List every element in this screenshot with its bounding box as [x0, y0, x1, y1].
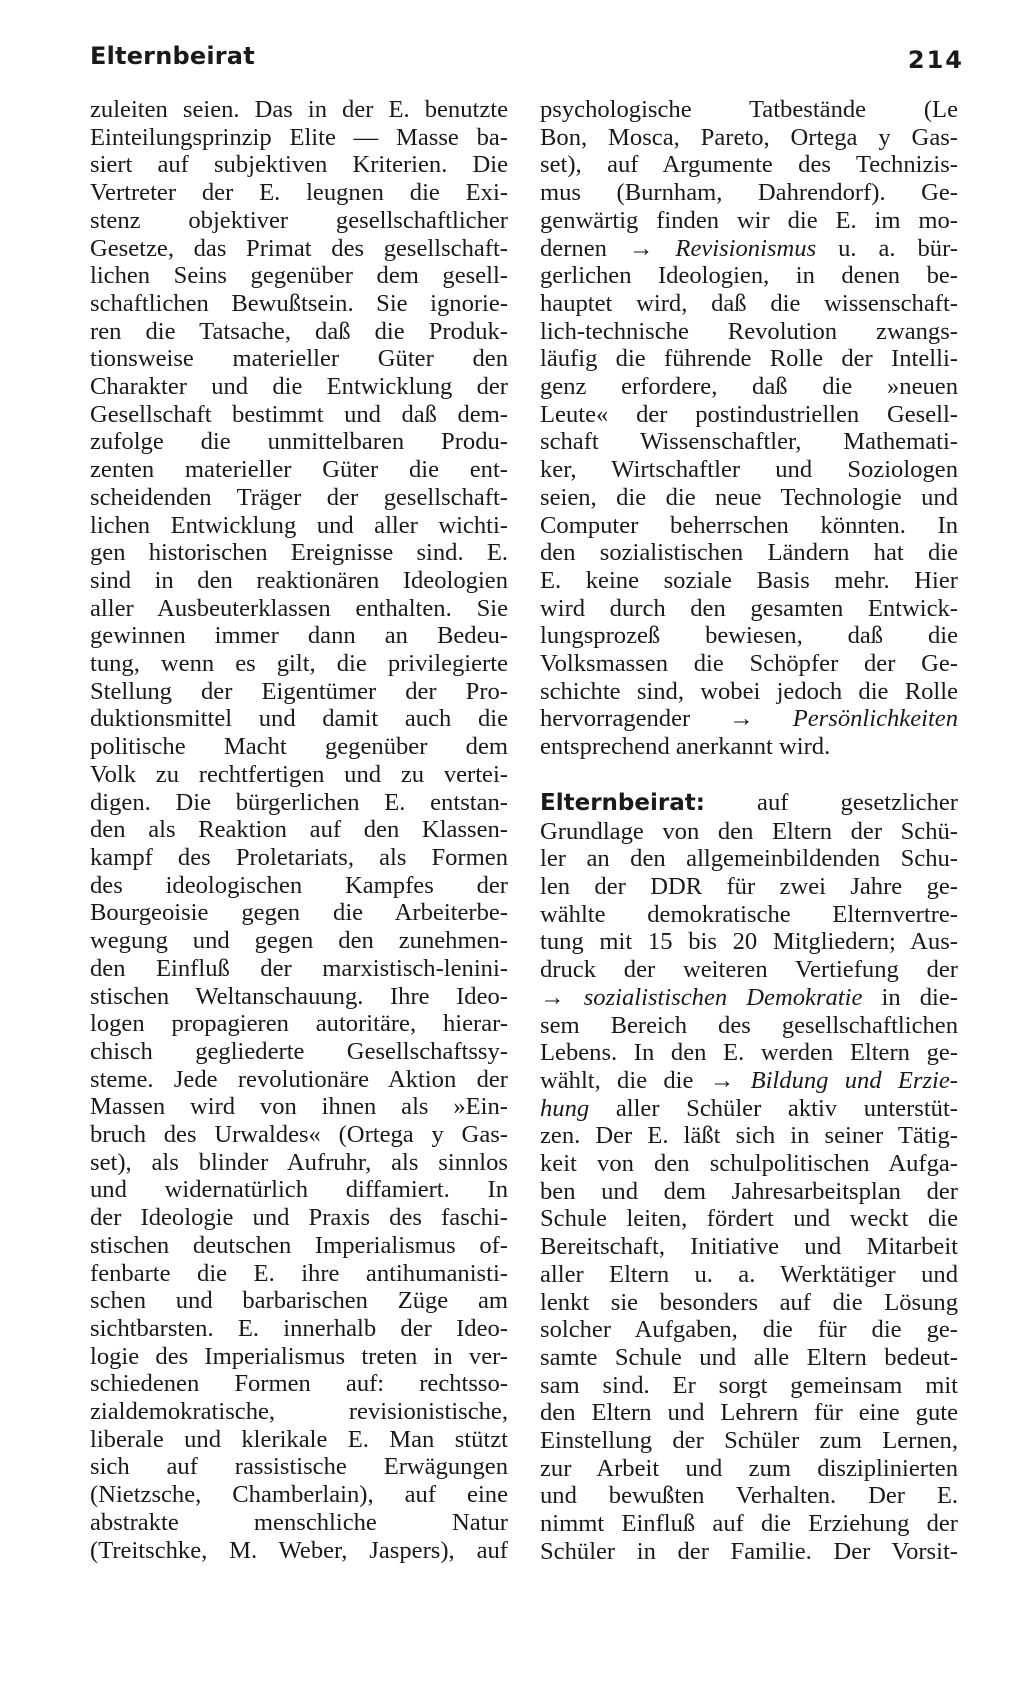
text-line: Bourgeoisie gegen die Arbeiterbe- — [90, 899, 508, 927]
text-line: zen. Der E. läßt sich in seiner Tätig- — [540, 1122, 958, 1150]
text-line: tung, wenn es gilt, die privilegierte — [90, 650, 508, 678]
text-line: set), auf Argumente des Technizis- — [540, 151, 958, 179]
text-line: gewinnen immer dann an Bedeu- — [90, 622, 508, 650]
text-line: des ideologischen Kampfes der — [90, 871, 508, 899]
dictionary-entry-elternbeirat — [540, 789, 958, 1566]
text-line: zialdemokratische, revisionistische, — [90, 1398, 508, 1426]
text-line: genz erfordere, daß die »neuen — [540, 373, 958, 401]
text-line: Computer beherrschen könnten. In — [540, 511, 958, 539]
text-line: den Eltern und Lehrern für eine gute — [540, 1399, 958, 1427]
text-line: chisch gegliederte Gesellschaftssy- — [90, 1037, 508, 1065]
text-line: zur Arbeit und zum disziplinierten — [540, 1454, 958, 1482]
text-line: schaft Wissenschaftler, Mathemati- — [540, 428, 958, 456]
text-line — [540, 984, 958, 1012]
text-line: lenkt sie besonders auf die Lösung — [540, 1288, 958, 1316]
text-segment: hervorragender → — [540, 705, 793, 733]
text-line: siert auf subjektiven Kriterien. Die — [90, 151, 508, 179]
text-line: sem Bereich des gesellschaftlichen — [540, 1011, 958, 1039]
text-line: set), als blinder Aufruhr, als sinnlos — [90, 1148, 508, 1176]
text-line: wird durch den gesamten Entwick- — [540, 594, 958, 622]
text-line — [540, 1067, 958, 1095]
text-line: liberale und klerikale E. Man stützt — [90, 1425, 508, 1453]
cross-reference-sozialistische-demokratie: sozialistischen Demokratie — [583, 983, 863, 1011]
text-line: Massen wird von ihnen als »Ein- — [90, 1093, 508, 1121]
text-line: solcher Aufgaben, die für die ge- — [540, 1316, 958, 1344]
text-line: logie des Imperialismus treten in ver- — [90, 1342, 508, 1370]
text-line: Schüler in der Familie. Der Vorsit- — [540, 1537, 958, 1565]
text-line: hauptet wird, daß die wissenschaft- — [540, 289, 958, 317]
text-line: Grundlage von den Eltern der Schü- — [540, 817, 958, 845]
text-line: druck der weiteren Vertiefung der — [540, 956, 958, 984]
text-line: abstrakte menschliche Natur — [90, 1508, 508, 1536]
text-line: Bereitschaft, Initiative und Mitarbeit — [540, 1233, 958, 1261]
text-line: ben und dem Jahresarbeitsplan der — [540, 1177, 958, 1205]
text-segment: → — [540, 983, 584, 1011]
text-line: wegung und gegen den zunehmen- — [90, 927, 508, 955]
text-line — [540, 789, 958, 818]
text-line — [540, 235, 958, 263]
text-line: ker, Wirtschaftler und Soziologen — [540, 456, 958, 484]
text-line: Bon, Mosca, Pareto, Ortega y Gas- — [540, 123, 958, 151]
entry-separator — [540, 761, 958, 789]
text-line: politische Macht gegenüber dem — [90, 733, 508, 761]
text-line: sind in den reaktionären Ideologien — [90, 566, 508, 594]
text-line: stischen Weltanschauung. Ihre Ideo- — [90, 982, 508, 1010]
cross-reference-persoenlichkeiten: Persönlichkeiten — [792, 705, 958, 733]
text-line: keit von den schulpolitischen Aufga- — [540, 1150, 958, 1178]
text-line: tung mit 15 bis 20 Mitgliedern; Aus- — [540, 928, 958, 956]
text-line: len der DDR für zwei Jahre ge- — [540, 872, 958, 900]
text-line: schichte sind, wobei jedoch die Rolle — [540, 677, 958, 705]
text-segment: aller Schüler aktiv unterstüt- — [589, 1094, 958, 1122]
text-line: gerlichen Ideologien, in denen be- — [540, 262, 958, 290]
page-number: 214 — [907, 46, 964, 74]
cross-reference-bildung-und-erziehung: Bildung und Erzie- — [750, 1066, 958, 1094]
text-line: entsprechend anerkannt wird. — [540, 733, 831, 761]
running-head: Elternbeirat — [90, 42, 255, 70]
text-line: Einteilungsprinzip Elite — Masse ba- — [90, 123, 508, 151]
text-line: bruch des Urwaldes« (Ortega y Gas- — [90, 1121, 508, 1149]
text-segment: auf gesetzlicher — [704, 788, 958, 816]
text-line: und bewußten Verhalten. Der E. — [540, 1482, 958, 1510]
text-line: zuleiten seien. Das in der E. benutzte — [90, 96, 508, 123]
text-segment: u. a. bür- — [816, 234, 958, 262]
text-line: Einstellung der Schüler zum Lernen, — [540, 1427, 958, 1455]
text-line: lichen Entwicklung und aller wichti- — [90, 511, 508, 539]
text-line: schiedenen Formen auf: rechtsso- — [90, 1370, 508, 1398]
text-line: steme. Jede revolutionäre Aktion der — [90, 1065, 508, 1093]
text-line: der Ideologie und Praxis des faschi- — [90, 1204, 508, 1232]
text-line: zufolge die unmittelbaren Produ- — [90, 428, 508, 456]
text-line: samte Schule und alle Eltern bedeut- — [540, 1343, 958, 1371]
text-line: den als Reaktion auf den Klassen- — [90, 816, 508, 844]
text-line: digen. Die bürgerlichen E. entstan- — [90, 788, 508, 816]
cross-reference-revisionismus: Revisionismus — [675, 234, 817, 262]
text-line: (Treitschke, M. Weber, Jaspers), auf — [90, 1536, 508, 1564]
text-line: schen und barbarischen Züge am — [90, 1287, 508, 1315]
text-line: mus (Burnham, Dahrendorf). Ge- — [540, 179, 958, 207]
text-line: sam sind. Er sorgt gemeinsam mit — [540, 1371, 958, 1399]
text-line: Lebens. In den E. werden Eltern ge- — [540, 1039, 958, 1067]
text-line: scheidenden Träger der gesellschaft- — [90, 483, 508, 511]
text-line: sich auf rassistische Erwägungen — [90, 1453, 508, 1481]
text-line: Gesellschaft bestimmt und daß dem- — [90, 400, 508, 428]
text-line: aller Ausbeuterklassen enthalten. Sie — [90, 594, 508, 622]
text-line: duktionsmittel und damit auch die — [90, 705, 508, 733]
text-line — [540, 705, 958, 733]
text-line: psychologische Tatbestände (Le — [540, 96, 958, 123]
text-line: tionsweise materieller Güter den — [90, 345, 508, 373]
text-line: ler an den allgemeinbildenden Schu- — [540, 845, 958, 873]
right-column — [540, 96, 958, 1566]
entry-headword: Elternbeirat: — [540, 789, 705, 816]
text-line: schaftlichen Bewußtsein. Sie ignorie- — [90, 289, 508, 317]
text-line: gen historischen Ereignisse sind. E. — [90, 539, 508, 567]
text-line: stischen deutschen Imperialismus of- — [90, 1231, 508, 1259]
text-segment: dernen → — [540, 234, 676, 262]
text-line: lungsprozeß bewiesen, daß die — [540, 622, 958, 650]
text-line: wählte demokratische Elternvertre- — [540, 900, 958, 928]
text-line: lich-technische Revolution zwangs- — [540, 317, 958, 345]
text-segment: in die- — [862, 983, 958, 1011]
text-line: sichtbarsten. E. innerhalb der Ideo- — [90, 1314, 508, 1342]
text-line: zenten materieller Güter die ent- — [90, 456, 508, 484]
text-line: E. keine soziale Basis mehr. Hier — [540, 566, 958, 594]
text-line — [540, 1095, 958, 1123]
text-line: den sozialistischen Ländern hat die — [540, 539, 958, 567]
text-line: läufig die führende Rolle der Intelli- — [540, 345, 958, 373]
text-line: Leute« der postindustriellen Gesell- — [540, 400, 958, 428]
text-line: Schule leiten, fördert und weckt die — [540, 1205, 958, 1233]
text-line: Volksmassen die Schöpfer der Ge- — [540, 650, 958, 678]
text-line: Gesetze, das Primat des gesellschaft- — [90, 234, 508, 262]
text-line: und widernatürlich diffamiert. In — [90, 1176, 508, 1204]
text-segment: wählt, die die → — [540, 1066, 751, 1094]
left-column — [90, 96, 508, 1564]
text-line: fenbarte die E. ihre antihumanisti- — [90, 1259, 508, 1287]
text-line: Volk zu rechtfertigen und zu vertei- — [90, 760, 508, 788]
text-line: Vertreter der E. leugnen die Exi- — [90, 179, 508, 207]
text-line: logen propagieren autoritäre, hierar- — [90, 1010, 508, 1038]
text-line: den Einfluß der marxistisch-lenini- — [90, 954, 508, 982]
text-line: genwärtig finden wir die E. im mo- — [540, 206, 958, 234]
cross-reference-bildung-und-erziehung: hung — [540, 1094, 590, 1122]
text-line: aller Eltern u. a. Werktätiger und — [540, 1260, 958, 1288]
text-line: (Nietzsche, Chamberlain), auf eine — [90, 1481, 508, 1509]
text-line: Charakter und die Entwicklung der — [90, 373, 508, 401]
text-line: ren die Tatsache, daß die Produk- — [90, 317, 508, 345]
text-line: Stellung der Eigentümer der Pro- — [90, 677, 508, 705]
text-line: lichen Seins gegenüber dem gesell- — [90, 262, 508, 290]
text-line: stenz objektiver gesellschaftlicher — [90, 206, 508, 234]
text-line: kampf des Proletariats, als Formen — [90, 843, 508, 871]
text-line: nimmt Einfluß auf die Erziehung der — [540, 1510, 958, 1538]
text-line: seien, die die neue Technologie und — [540, 483, 958, 511]
